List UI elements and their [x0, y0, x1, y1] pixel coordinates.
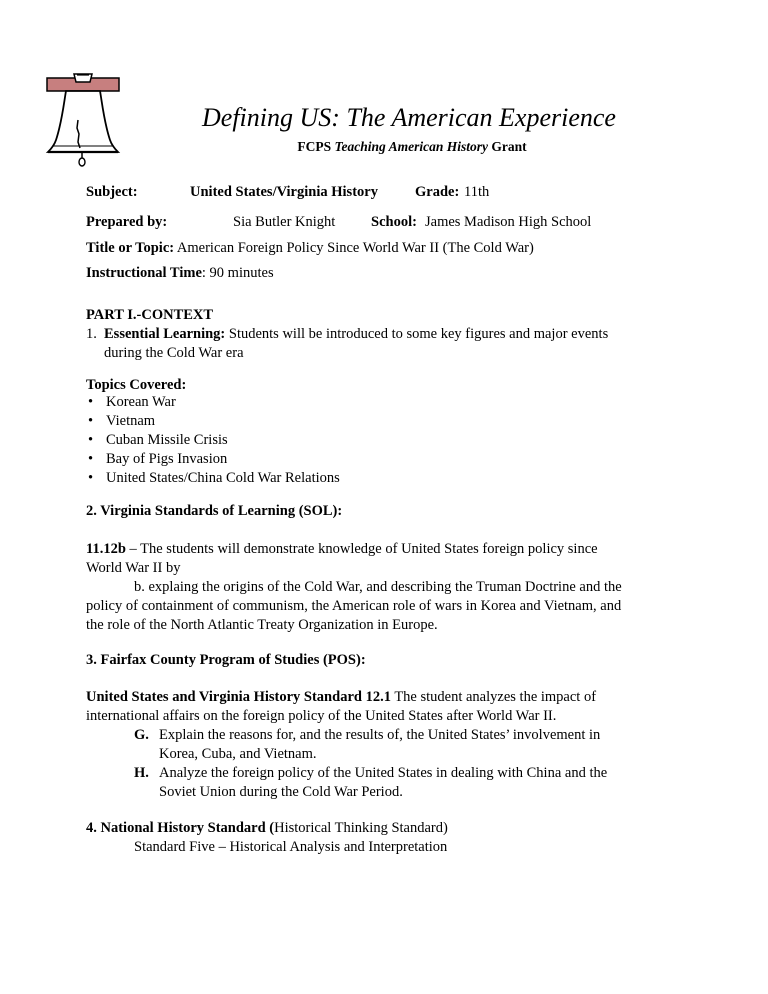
sol-line1 [86, 541, 598, 558]
pos-g-line2: Korea, Cuba, and Vietnam. [159, 746, 317, 762]
pos-h-line2: Soviet Union during the Cold War Period. [159, 784, 403, 800]
pos-heading: 3. Fairfax County Program of Studies (POS): [86, 652, 366, 668]
school-label: School: [371, 214, 417, 230]
topic-value: American Foreign Policy Since World War II (The Cold War) [176, 240, 534, 256]
sol-line1-text: – The students will demonstrate knowledge of United States foreign policy since [125, 541, 598, 557]
pos-standard-line2: international affairs on the foreign policy of the United States after World War II. [86, 708, 557, 724]
prepared-by-value: Sia Butler Knight [233, 214, 336, 230]
nhs-heading [86, 820, 448, 837]
part1-heading: PART I.-CONTEXT [86, 307, 214, 323]
sol-line2: World War II by [86, 560, 181, 576]
subtitle-grant: Grant [488, 139, 527, 154]
pos-g-label: G. [134, 727, 149, 743]
essential-learning-text: Students will be introduced to some key figures and major events [225, 326, 609, 342]
sol-line3: b. explaing the origins of the Cold War, and describing the Truman Doctrine and the [134, 579, 622, 595]
list-item: • Korean War [88, 393, 340, 412]
item1-number: 1. [86, 326, 97, 342]
school-value: James Madison High School [425, 214, 592, 230]
grade-label: Grade: [415, 184, 460, 200]
topics-heading: Topics Covered: [86, 377, 187, 393]
topic-line [86, 240, 534, 257]
document-subtitle [0, 139, 768, 155]
sol-heading: 2. Virginia Standards of Learning (SOL): [86, 503, 343, 519]
pos-h-label: H. [134, 765, 149, 781]
document-title: Defining US: The American Experience [202, 103, 616, 132]
pos-standard-line1 [86, 689, 596, 706]
prepared-by-label: Prepared by: [86, 214, 168, 230]
sol-line4: policy of containment of communism, the American role of wars in Korea and Vietnam, and [86, 598, 622, 614]
time-value: : 90 minutes [201, 265, 274, 281]
subtitle-program: Teaching American History [334, 139, 488, 154]
time-line [86, 265, 274, 282]
nhs-heading-rest: Historical Thinking Standard) [274, 820, 448, 836]
essential-learning-line2: during the Cold War era [104, 345, 244, 361]
pos-g-line1: Explain the reasons for, and the results of, the United States’ involvement in [159, 727, 601, 743]
sol-line5: the role of the North Atlantic Treaty Organization in Europe. [86, 617, 438, 633]
topic-label: Title or Topic: [86, 240, 175, 256]
subject-value: United States/Virginia History [190, 184, 378, 200]
topics-list [88, 393, 340, 488]
pos-standard-label: United States and Virginia History Standard 12.1 [86, 689, 391, 705]
list-item: • United States/China Cold War Relations [88, 469, 340, 488]
essential-learning-label: Essential Learning: [104, 326, 226, 342]
time-label: Instructional Time [86, 265, 202, 281]
pos-h-line1: Analyze the foreign policy of the United States in dealing with China and the [159, 765, 608, 781]
sol-code: 11.12b [86, 541, 126, 557]
list-item: • Cuban Missile Crisis [88, 431, 340, 450]
subtitle-fcps: FCPS [297, 139, 335, 154]
nhs-heading-bold: 4. National History Standard ( [86, 820, 275, 836]
list-item: • Bay of Pigs Invasion [88, 450, 340, 469]
nhs-line2: Standard Five – Historical Analysis and Interpretation [134, 839, 448, 855]
pos-standard-text: The student analyzes the impact of [390, 689, 597, 705]
essential-learning-line1 [104, 326, 608, 343]
grade-value: 11th [464, 184, 490, 200]
subject-label: Subject: [86, 184, 138, 200]
list-item: • Vietnam [88, 412, 340, 431]
